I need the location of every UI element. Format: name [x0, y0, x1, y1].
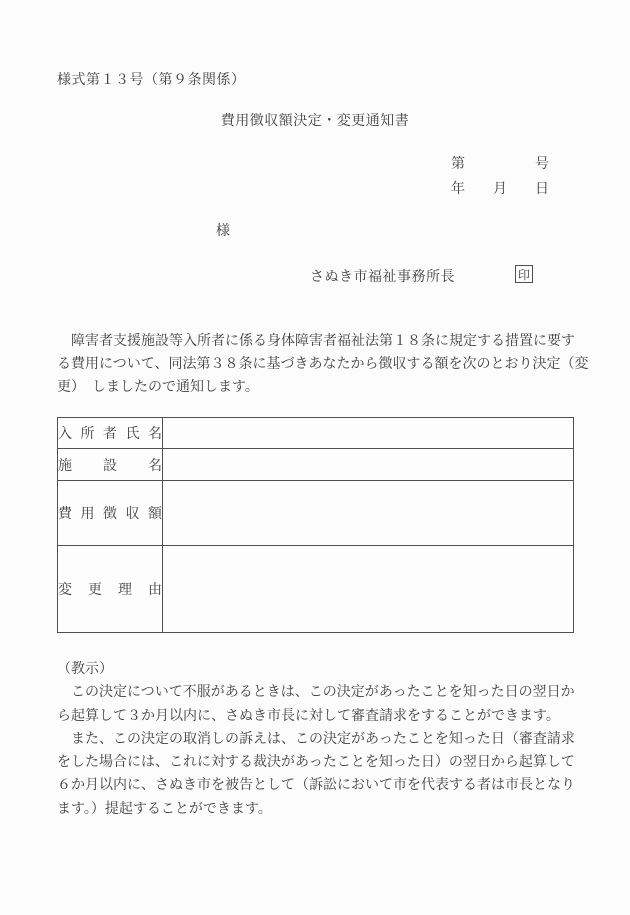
appeal-notice-line: ６か月以内に、さぬき市を被告として（訴訟において市を代表する者は市長となり — [57, 777, 575, 794]
appeal-notice-line: をした場合には、これに対する裁決があったことを知った日）の翌日から起算して — [57, 754, 575, 771]
row-value-change-reason — [163, 546, 574, 633]
seal-box — [515, 265, 533, 283]
appeal-notice — [57, 658, 577, 821]
appeal-notice-line: また、この決定の取消しの訴えは、この決定があったことを知った日（審査請求 — [57, 730, 575, 747]
body-paragraph — [57, 330, 589, 399]
table-row — [58, 418, 574, 449]
form-number: 様式第１３号（第９条関係） — [57, 72, 246, 88]
table-row — [58, 449, 574, 481]
row-label-change-reason: 変更理由 — [58, 546, 163, 633]
row-value-fee-amount — [163, 481, 574, 546]
row-label-fee-amount: 費用徴収額 — [58, 481, 163, 546]
body-line: る費用について、同法第３８条に基づきあなたから徴収する額を次のとおり決定（変 — [57, 356, 589, 372]
table-row — [58, 546, 574, 633]
row-label-facility-name: 施設名 — [58, 449, 163, 481]
document-number-line: 第 号 — [451, 156, 549, 172]
appeal-notice-line: ら起算して３か月以内に、さぬき市長に対して審査請求をすることができます。 — [57, 707, 560, 724]
appeal-notice-heading: （教示） — [57, 661, 113, 677]
addressee-label: 様 — [216, 223, 230, 239]
appeal-notice-line: ます。）提起することができます。 — [57, 800, 272, 817]
document-title: 費用徴収額決定・変更通知書 — [220, 113, 410, 129]
row-label-resident-name: 入所者氏名 — [58, 418, 163, 449]
body-line: 障害者支援施設等入所者に係る身体障害者福祉法第１８条に規定する措置に要す — [57, 333, 575, 349]
issuer-title: さぬき市福祉事務所長 — [310, 269, 455, 285]
document-number-date — [451, 152, 549, 202]
row-value-resident-name — [163, 418, 574, 449]
body-line: 更） しましたので通知します。 — [57, 379, 259, 395]
seal-mark: 印 — [517, 268, 530, 282]
appeal-notice-line: この決定について不服があるときは、この決定があったことを知った日の翌日か — [57, 684, 575, 701]
document-date-line: 年 月 日 — [451, 181, 549, 197]
fee-table — [57, 417, 574, 633]
row-value-facility-name — [163, 449, 574, 481]
table-row — [58, 481, 574, 546]
